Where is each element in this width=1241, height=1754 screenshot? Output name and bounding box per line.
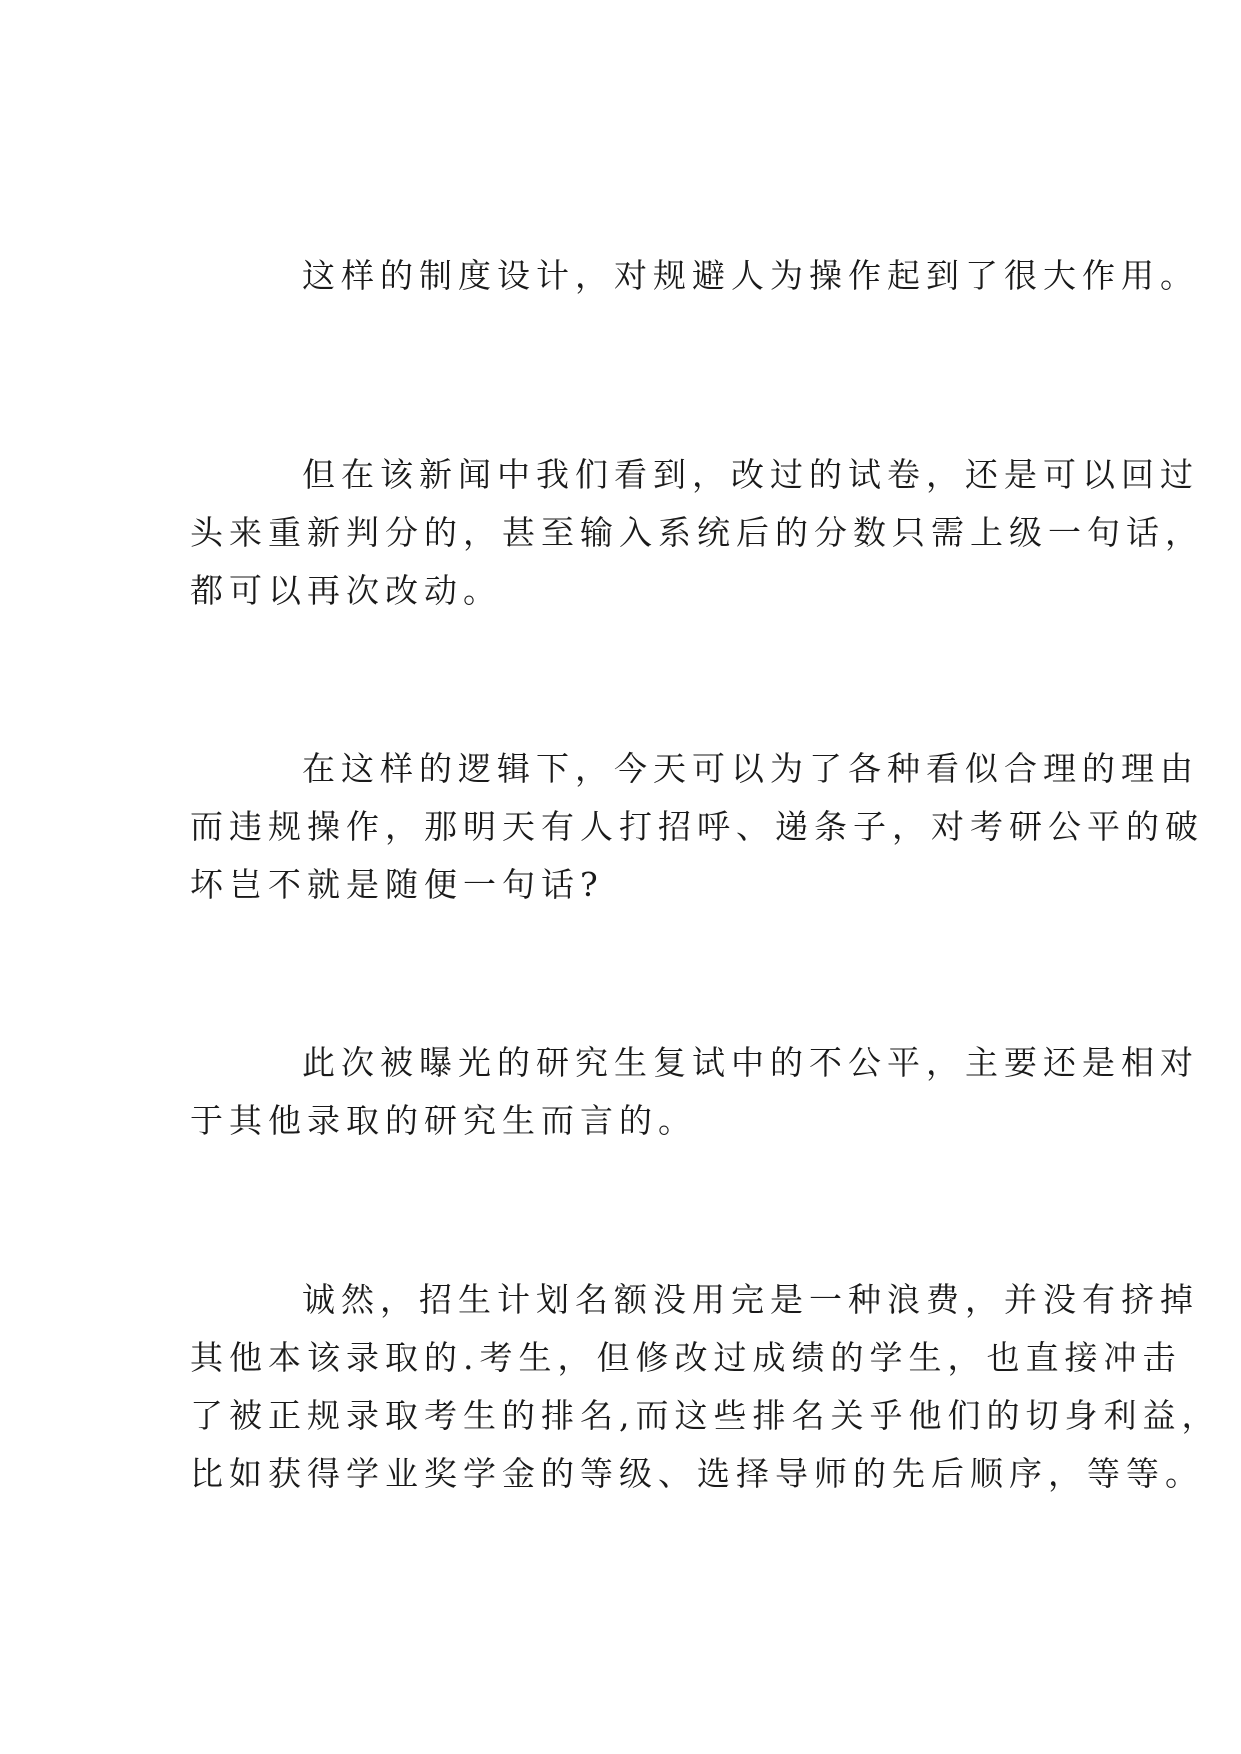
paragraph-line: 其他本该录取的.考生，但修改过成绩的学生，也直接冲击 xyxy=(190,1338,1182,1377)
paragraph-1 xyxy=(190,247,1199,305)
paragraph-line: 但在该新闻中我们看到，改过的试卷，还是可以回过 xyxy=(302,455,1199,494)
paragraph-line: 了被正规录取考生的排名,而这些排名关乎他们的切身利益， xyxy=(190,1396,1221,1435)
paragraph-4 xyxy=(190,1034,1199,1150)
paragraph-line: 而违规操作，那明天有人打招呼、递条子，对考研公平的破 xyxy=(190,807,1204,846)
paragraph-line: 此次被曝光的研究生复试中的不公平，主要还是相对 xyxy=(302,1043,1199,1082)
paragraph-5 xyxy=(190,1271,1221,1503)
paragraph-line: 于其他录取的研究生而言的。 xyxy=(190,1101,697,1140)
paragraph-line: 坏岂不就是随便一句话? xyxy=(190,865,604,904)
paragraph-line: 比如获得学业奖学金的等级、选择导师的先后顺序，等等。 xyxy=(190,1454,1204,1493)
paragraph-3 xyxy=(190,740,1204,914)
paragraph-line: 都可以再次改动。 xyxy=(190,571,502,610)
paragraph-line: 在这样的逻辑下，今天可以为了各种看似合理的理由 xyxy=(302,749,1199,788)
paragraph-line: 头来重新判分的，甚至输入系统后的分数只需上级一句话， xyxy=(190,513,1204,552)
paragraph-line: 诚然，招生计划名额没用完是一种浪费，并没有挤掉 xyxy=(302,1280,1199,1319)
paragraph-line: 这样的制度设计，对规避人为操作起到了很大作用。 xyxy=(302,256,1199,295)
paragraph-2 xyxy=(190,446,1204,620)
